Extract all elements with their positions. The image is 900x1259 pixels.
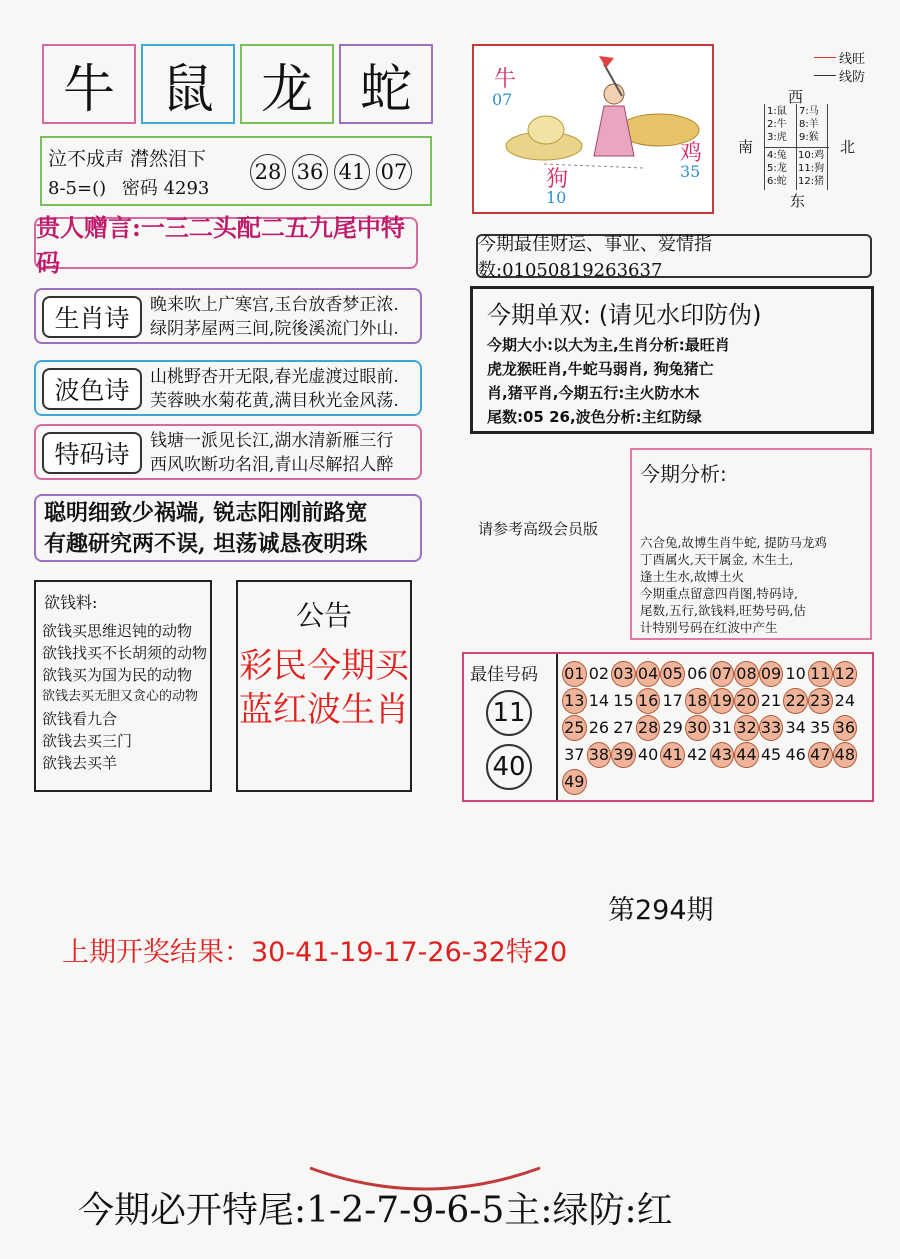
ball-cell — [783, 687, 808, 714]
legend-wang — [814, 48, 865, 67]
poem-line: 西风吹断功名泪,青山尽解招人醉 — [150, 455, 394, 475]
rooster-label: 鸡 — [680, 141, 703, 166]
notice-box — [236, 580, 412, 792]
ball-cell — [611, 687, 636, 714]
poem-line: 晚来吹上广寒宫,玉台放香梦正浓. — [150, 295, 399, 315]
ball: 02 — [588, 664, 610, 683]
best-label: 最佳号码 — [470, 665, 538, 685]
poem-line: 钱塘一派见长江,湖水清新雁三行 — [150, 431, 394, 451]
ball-highlighted: 03 — [611, 661, 636, 687]
zodiac-box-4 — [339, 44, 433, 124]
ball: 31 — [711, 718, 733, 737]
zodiac-box-2 — [141, 44, 235, 124]
compass-item: 7:马 — [799, 106, 819, 117]
ball-highlighted: 25 — [562, 715, 587, 741]
ball-cell — [562, 660, 587, 687]
analysis-side-note: 请参考高级会员版 — [478, 520, 599, 538]
ball-highlighted: 41 — [660, 742, 685, 768]
couplet-line: 聪明细致少祸端, 锐志阳刚前路宽 — [44, 500, 368, 526]
ball-highlighted: 08 — [734, 661, 759, 687]
ball-cell — [636, 687, 661, 714]
ball-highlighted: 47 — [808, 742, 833, 768]
dog-label: 狗 — [546, 167, 569, 192]
ball-highlighted: 16 — [636, 688, 661, 714]
money-item: 欲钱找买不长胡须的动物 — [42, 644, 208, 662]
ball-cell — [734, 741, 759, 768]
ball-highlighted: 07 — [710, 661, 735, 687]
ball-cell — [660, 687, 685, 714]
bottom-special-tail: 今期必开特尾:1-2-7-9-6-5主:绿防:红 — [78, 1190, 673, 1231]
ball-cell — [636, 714, 661, 741]
compass-item: 9:猴 — [799, 132, 819, 143]
poem-text — [150, 293, 399, 341]
money-item: 欲钱去买三门 — [42, 732, 133, 750]
last-result: 上期开奖结果：30-41-19-17-26-32特20 — [62, 937, 568, 968]
ball-cell — [685, 660, 710, 687]
dog-number: 10 — [546, 188, 567, 207]
poem-label: 特码诗 — [42, 432, 142, 474]
poem-row-zodiac — [34, 288, 422, 344]
ball-grid — [562, 660, 862, 795]
ox-label: 牛 — [494, 67, 517, 92]
ball-cell — [587, 741, 612, 768]
ball: 26 — [588, 718, 610, 737]
ball-cell — [611, 660, 636, 687]
money-item: 欲钱买为国为民的动物 — [42, 666, 193, 684]
riddle-box — [40, 136, 432, 206]
ball-cell — [710, 741, 735, 768]
compass-west: 西 — [788, 88, 804, 106]
ball-cell — [808, 687, 833, 714]
ball-highlighted: 48 — [833, 742, 858, 768]
couplet-line: 有趣研究两不误, 坦荡诚恳夜明珠 — [44, 531, 368, 557]
zodiac-box-1 — [42, 44, 136, 124]
ball-highlighted: 13 — [562, 688, 587, 714]
ball-cell — [660, 660, 685, 687]
fortune-box: 今期最佳财运、事业、爱情指数:01050819263637 — [476, 234, 872, 278]
ball-grid-inner — [562, 660, 862, 795]
compass-cell — [798, 149, 824, 188]
ball-cell — [833, 741, 858, 768]
ball-cell — [734, 714, 759, 741]
riddle-number: 36 — [292, 154, 328, 190]
ball: 42 — [687, 745, 708, 764]
notice-title: 公告 — [295, 599, 352, 632]
ball-cell — [808, 714, 833, 741]
ball-cell — [808, 741, 833, 768]
ball-cell — [685, 714, 710, 741]
legend-label: 线防 — [839, 70, 866, 85]
ball-highlighted: 12 — [833, 661, 858, 687]
ball: 24 — [834, 691, 855, 710]
analysis-line: 尾数,五行,欲钱料,旺势号码,估 — [640, 603, 806, 618]
ball-cell — [710, 660, 735, 687]
compass-grid — [764, 104, 828, 190]
ball-highlighted: 23 — [808, 688, 833, 714]
ball-highlighted: 09 — [759, 661, 784, 687]
riddle-number: 28 — [250, 154, 286, 190]
notice-line: 蓝红波生肖 — [239, 690, 409, 730]
ball-highlighted: 44 — [734, 742, 759, 768]
couplet-box — [34, 494, 422, 562]
ball-highlighted: 18 — [685, 688, 710, 714]
ox-number: 07 — [492, 90, 513, 109]
money-item: 欲钱去买羊 — [42, 754, 118, 772]
ball-cell — [734, 687, 759, 714]
gift-banner: 贵人赠言:一三二头配二五九尾中特码 — [34, 217, 418, 269]
ball-highlighted: 20 — [734, 688, 759, 714]
money-list — [42, 620, 207, 774]
ball-highlighted: 19 — [710, 688, 735, 714]
ball-cell — [783, 660, 808, 687]
compass-item: 1:鼠 — [767, 106, 787, 117]
rooster-number: 35 — [680, 162, 701, 181]
ball-highlighted: 43 — [710, 742, 735, 768]
money-title: 欲钱料: — [44, 593, 98, 612]
compass-item: 11:狗 — [798, 163, 825, 174]
legend-label: 线旺 — [839, 52, 866, 67]
riddle-formula: 8-5=() — [48, 178, 107, 199]
ball-cell — [587, 687, 612, 714]
compass-north: 北 — [840, 138, 856, 156]
ball: 46 — [785, 745, 806, 764]
ball-cell — [783, 741, 808, 768]
ball: 35 — [810, 718, 831, 737]
riddle-number: 41 — [334, 154, 370, 190]
compass-item: 10:鸡 — [798, 150, 825, 161]
analysis-line: 逢土生水,故博土火 — [640, 569, 744, 584]
ball-cell — [759, 660, 784, 687]
single-double-line: 尾数:05 26,波色分析:主红防绿 — [487, 408, 702, 426]
best-label-col — [464, 654, 558, 800]
ball-cell — [759, 741, 784, 768]
ball-cell — [833, 660, 858, 687]
ball-cell — [636, 741, 661, 768]
ball: 10 — [785, 664, 806, 683]
compass-item: 6:蛇 — [767, 176, 787, 187]
ball-cell — [611, 714, 636, 741]
ball-cell — [783, 714, 808, 741]
zodiac-char: 龙 — [260, 59, 313, 120]
ball-highlighted: 49 — [562, 769, 587, 795]
ball-cell — [660, 714, 685, 741]
ball-cell — [833, 714, 858, 741]
notice-line: 彩民今期买 — [239, 646, 409, 686]
best-numbers-box — [462, 652, 874, 802]
ball-highlighted: 32 — [734, 715, 759, 741]
ball-highlighted: 05 — [660, 661, 685, 687]
analysis-title: 今期分析: — [640, 462, 727, 486]
single-double-text — [487, 333, 730, 429]
zodiac-char: 蛇 — [359, 59, 412, 120]
ball-cell — [685, 741, 710, 768]
compass-item: 5:龙 — [767, 163, 787, 174]
red-line-icon — [814, 57, 836, 58]
ball: 06 — [687, 664, 708, 683]
poem-line: 山桃野杏开无限,春光虚渡过眼前. — [150, 367, 399, 387]
compass-divider — [796, 104, 797, 190]
poem-label: 生肖诗 — [42, 296, 142, 338]
compass-cell — [767, 105, 787, 144]
issue-number: 第294期 — [608, 895, 714, 926]
ball: 21 — [760, 691, 782, 710]
compass-chart — [730, 44, 880, 214]
ball-highlighted: 39 — [611, 742, 636, 768]
ball-highlighted: 01 — [562, 661, 587, 687]
ball-cell — [833, 687, 858, 714]
ball-cell — [562, 714, 587, 741]
compass-item: 8:羊 — [799, 119, 819, 130]
riddle-code: 密码 4293 — [121, 178, 210, 199]
money-box — [34, 580, 212, 792]
poem-line: 芙蓉映水菊花黄,满目秋光金风荡. — [150, 391, 399, 411]
ball-highlighted: 30 — [685, 715, 710, 741]
ball-cell — [587, 660, 612, 687]
analysis-line: 计特别号码在红波中产生 — [640, 620, 778, 635]
ball-cell — [562, 768, 587, 795]
notice-text — [238, 644, 410, 732]
compass-south: 南 — [738, 138, 754, 156]
picture-box — [472, 44, 714, 214]
riddle-number: 07 — [376, 154, 412, 190]
ball-cell — [611, 741, 636, 768]
ball-highlighted: 04 — [636, 661, 661, 687]
ball-cell — [734, 660, 759, 687]
riddle-numbers — [250, 154, 412, 190]
zodiac-char: 鼠 — [161, 59, 214, 120]
compass-item: 3:虎 — [767, 132, 787, 143]
ball-cell — [587, 714, 612, 741]
riddle-line2 — [48, 174, 209, 200]
compass-item: 12:猪 — [798, 176, 825, 187]
compass-cell — [799, 105, 819, 144]
zodiac-char: 牛 — [62, 59, 115, 120]
ball: 45 — [760, 745, 782, 764]
poem-line: 绿阴茅屋两三间,院後溪流门外山. — [150, 319, 399, 339]
ball-highlighted: 22 — [783, 688, 808, 714]
single-double-title: 今期单双: (请见水印防伪) — [487, 301, 762, 329]
analysis-line: 今期重点留意四肖图,特码诗, — [640, 586, 798, 601]
money-item: 欲钱去买无胆又贪心的动物 — [42, 689, 199, 704]
best-number: 40 — [486, 744, 532, 790]
poem-label: 波色诗 — [42, 368, 142, 410]
ball-highlighted: 38 — [587, 742, 612, 768]
ball-highlighted: 36 — [833, 715, 858, 741]
ball-highlighted: 11 — [808, 661, 833, 687]
ball-cell — [562, 741, 587, 768]
ball-cell — [710, 687, 735, 714]
poem-text — [150, 429, 393, 477]
best-number: 11 — [486, 690, 532, 736]
single-double-line: 肖,猪平肖,今期五行:主火防水木 — [487, 384, 700, 402]
ball: 27 — [613, 718, 634, 737]
legend-fang — [814, 66, 865, 85]
analysis-box — [630, 448, 872, 640]
ball: 17 — [662, 691, 683, 710]
ball: 14 — [588, 691, 610, 710]
ball-cell — [759, 714, 784, 741]
ball-cell — [636, 660, 661, 687]
ball-cell — [660, 741, 685, 768]
analysis-line: 丁酉属火,天干属金, 木生土, — [640, 552, 794, 567]
black-line-icon — [814, 75, 836, 76]
single-double-line: 虎龙猴旺肖,牛蛇马弱肖, 狗兔猪亡 — [487, 360, 714, 378]
zodiac-box-3 — [240, 44, 334, 124]
ball-cell — [808, 660, 833, 687]
money-item: 欲钱看九合 — [42, 710, 118, 728]
compass-item: 4:兔 — [767, 150, 787, 161]
ball: 34 — [785, 718, 806, 737]
compass-cell — [767, 149, 787, 188]
ball-highlighted: 33 — [759, 715, 784, 741]
compass-east: 东 — [790, 192, 806, 210]
money-item: 欲钱买思维迟钝的动物 — [42, 622, 193, 640]
analysis-line: 六合兔,故博生肖牛蛇, 提防马龙鸡 — [640, 535, 827, 550]
ball: 15 — [613, 691, 634, 710]
ball: 29 — [662, 718, 683, 737]
single-double-box — [470, 286, 874, 434]
riddle-line1: 泣不成声 潸然泪下 — [48, 148, 207, 170]
poem-row-color — [34, 360, 422, 416]
ball-highlighted: 28 — [636, 715, 661, 741]
ball-cell — [685, 687, 710, 714]
poem-row-special — [34, 424, 422, 480]
compass-item: 2:牛 — [767, 119, 787, 130]
poem-text — [150, 365, 399, 413]
single-double-line: 今期大小:以大为主,生肖分析:最旺肖 — [487, 336, 730, 354]
compass-divider — [765, 147, 829, 148]
ball-cell — [759, 687, 784, 714]
analysis-text — [640, 534, 827, 636]
ball-cell — [710, 714, 735, 741]
ball: 37 — [564, 745, 585, 764]
ball: 40 — [637, 745, 659, 764]
ball-cell — [562, 687, 587, 714]
